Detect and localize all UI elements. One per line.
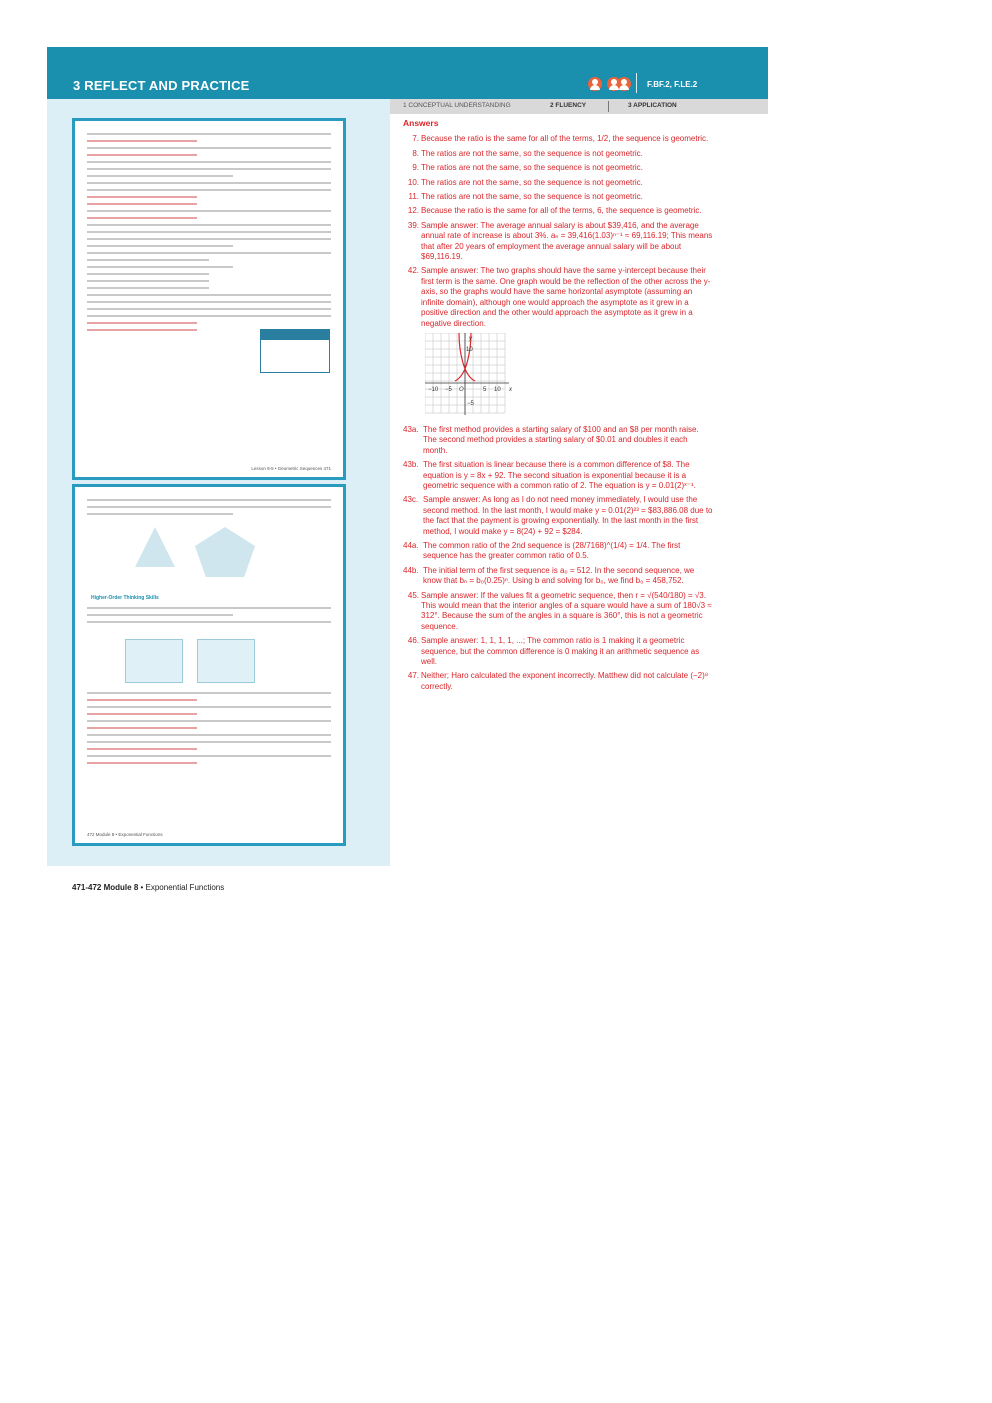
- tab-fluency[interactable]: 2 FLUENCY: [550, 102, 587, 109]
- answer-text: The ratios are not the same, so the sequence is not geometric.: [421, 163, 643, 173]
- answer-text: The first situation is linear because there is a common difference of $8. The equation is y = 8x + 92. The second situation is exponential because it is a geometric sequence with a common ratio of 2. The equation is y = 0.01(2)ˣ⁻¹.: [423, 460, 696, 490]
- answer-number: 43c.: [403, 495, 419, 505]
- page-text-lines: [87, 133, 331, 336]
- haro-work-box: [125, 639, 183, 683]
- answers-title: Answers: [403, 118, 439, 128]
- answer-number: 43b.: [403, 460, 419, 470]
- standards-label: F.BF.2, F.LE.2: [647, 80, 698, 89]
- answer-number: 44b.: [403, 565, 419, 575]
- graph-tick-label: −10: [428, 386, 439, 393]
- answer-number: 9.: [412, 163, 419, 173]
- page-text-lines: [87, 499, 331, 520]
- answer-item: [403, 566, 713, 587]
- graph-tick-label: 10: [466, 346, 473, 353]
- graph-x-label: x: [509, 386, 512, 393]
- module-footer: [72, 883, 224, 892]
- student-page-472: [72, 484, 346, 846]
- payment-table: [260, 329, 330, 373]
- answer-item: [403, 495, 713, 537]
- pentagon-figure: [195, 527, 255, 577]
- dok-tabs: [390, 99, 768, 114]
- answer-text: The ratios are not the same, so the sequence is not geometric.: [421, 192, 643, 202]
- hot-heading: Higher-Order Thinking Skills: [91, 595, 159, 601]
- answer-number: 39.: [407, 220, 419, 230]
- answer-number: 46.: [407, 636, 419, 646]
- answer-number: 11.: [408, 192, 419, 202]
- answer-number: 12.: [407, 206, 419, 216]
- answer-text: The ratios are not the same, so the sequence is not geometric.: [421, 148, 643, 158]
- tab-conceptual-understanding[interactable]: 1 CONCEPTUAL UNDERSTANDING: [403, 102, 511, 109]
- matthew-work-box: [197, 639, 255, 683]
- answer-item: [403, 206, 713, 216]
- section-banner: [47, 47, 768, 99]
- answer-item: [403, 541, 713, 562]
- triangle-figure: [135, 527, 175, 567]
- answer-item: [403, 163, 713, 173]
- answer-number: 47.: [407, 671, 419, 681]
- answer-text: The initial term of the first sequence is a₀ = 512. In the second sequence, we know that bₙ = b₀(0.25)ⁿ. Using b and solving for b₀, we find b₀ = 458,752.: [423, 565, 695, 586]
- answer-text: Sample answer: The average annual salary is about $39,416, and the average annual rate of increase is about 3%. aₙ = 39,416(1.03)ⁿ⁻¹ ≈ 69,116.19; This means that after 20 years of employment the average annual salary will be about $69,116.19.: [421, 220, 713, 262]
- answer-item: [403, 266, 713, 328]
- answer-number: 44a.: [403, 540, 419, 550]
- answer-42-graph: [425, 333, 515, 415]
- answer-item: [403, 221, 713, 263]
- answer-text: Because the ratio is the same for all of the terms, 1/2, the sequence is geometric.: [421, 134, 709, 144]
- person-icon: [588, 77, 602, 91]
- graph-y-label: y: [469, 335, 472, 342]
- answer-number: 42.: [407, 266, 419, 276]
- answer-item: [403, 149, 713, 159]
- module-topic: • Exponential Functions: [140, 883, 225, 892]
- answer-text: The common ratio of the 2nd sequence is (28/7168)^(1/4) = 1/4. The first sequence has the greater common ratio of 0.5.: [423, 540, 681, 561]
- answer-number: 43a.: [403, 424, 419, 434]
- answer-number: 10.: [407, 177, 419, 187]
- answer-item: [403, 425, 713, 456]
- section-title: 3 REFLECT AND PRACTICE: [73, 78, 250, 93]
- graph-tick-label: 5: [483, 386, 487, 393]
- answer-item: [403, 192, 713, 202]
- answer-item: [403, 460, 713, 491]
- answers-column: [403, 118, 713, 696]
- answer-text: The ratios are not the same, so the sequence is not geometric.: [421, 177, 643, 187]
- answer-item: [403, 591, 713, 633]
- answer-text: Sample answer: The two graphs should have the same y-intercept because their first term is the same. One graph would be the reflection of the other across the y-axis, so the graphs would have the same horizontal asymptote (assuming an infinite domain), although one would approach the asymptote as it grew in a positive direction and the other would approach the asymptote as it grew in a negative direction.: [421, 266, 711, 328]
- answer-item: [403, 134, 713, 144]
- answer-number: 45.: [407, 590, 419, 600]
- module-label: Module 8: [103, 883, 139, 892]
- graph-tick-label: −5: [445, 386, 452, 393]
- answer-item: [403, 178, 713, 188]
- answer-text: Sample answer: As long as I do not need money immediately, I would use the second method. In the last month, I would make y = 0.01(2)²³ = $83,886.08 due to the fact that the payment is growing exponentially. In the last month in the first method, I would make y = 8(24) + 92 = $284.: [423, 495, 713, 536]
- group-icon: [617, 77, 631, 91]
- tab-separator: [608, 101, 609, 112]
- banner-divider: [636, 73, 637, 93]
- answer-item: [403, 636, 713, 667]
- graph-tick-label: −5: [467, 400, 474, 407]
- graph-svg: [425, 333, 515, 415]
- answer-number: 7.: [412, 134, 419, 144]
- student-page-471: [72, 118, 346, 480]
- graph-tick-label: 10: [494, 386, 501, 393]
- answer-text: Sample answer: 1, 1, 1, 1, ...; The common ratio is 1 making it a geometric sequence, but the common difference is 0 making it an arithmetic sequence as well.: [421, 636, 700, 667]
- answer-text: Sample answer: If the values fit a geometric sequence, then r = √(540/180) = √3. This would mean that the interior angles of a square would have a sum of 180√3 ≈ 312°. Because the sum of the angles in a square is 360°, this is not a geometric sequence.: [421, 590, 712, 631]
- page-footer: 472 Module 8 • Exponential Functions: [87, 832, 163, 837]
- answer-text: Neither; Haro calculated the exponent incorrectly. Matthew did not calculate (−2)⁸ correctly.: [421, 671, 709, 691]
- page-range: 471-472: [72, 883, 102, 892]
- tab-application[interactable]: 3 APPLICATION: [628, 102, 677, 109]
- page-text-lines: [87, 607, 331, 628]
- answer-text: Because the ratio is the same for all of the terms, 6, the sequence is geometric.: [421, 206, 702, 216]
- page-text-lines: [87, 692, 331, 769]
- answer-text: The first method provides a starting salary of $100 and an $8 per month raise. The second method provides a starting salary of $0.01 and doubles it each month.: [423, 424, 699, 455]
- graph-tick-label: O: [459, 386, 464, 393]
- page-footer: Lesson 8-5 • Geometric Sequences 471: [251, 466, 331, 471]
- answer-number: 8.: [412, 148, 419, 158]
- answer-item: [403, 671, 713, 692]
